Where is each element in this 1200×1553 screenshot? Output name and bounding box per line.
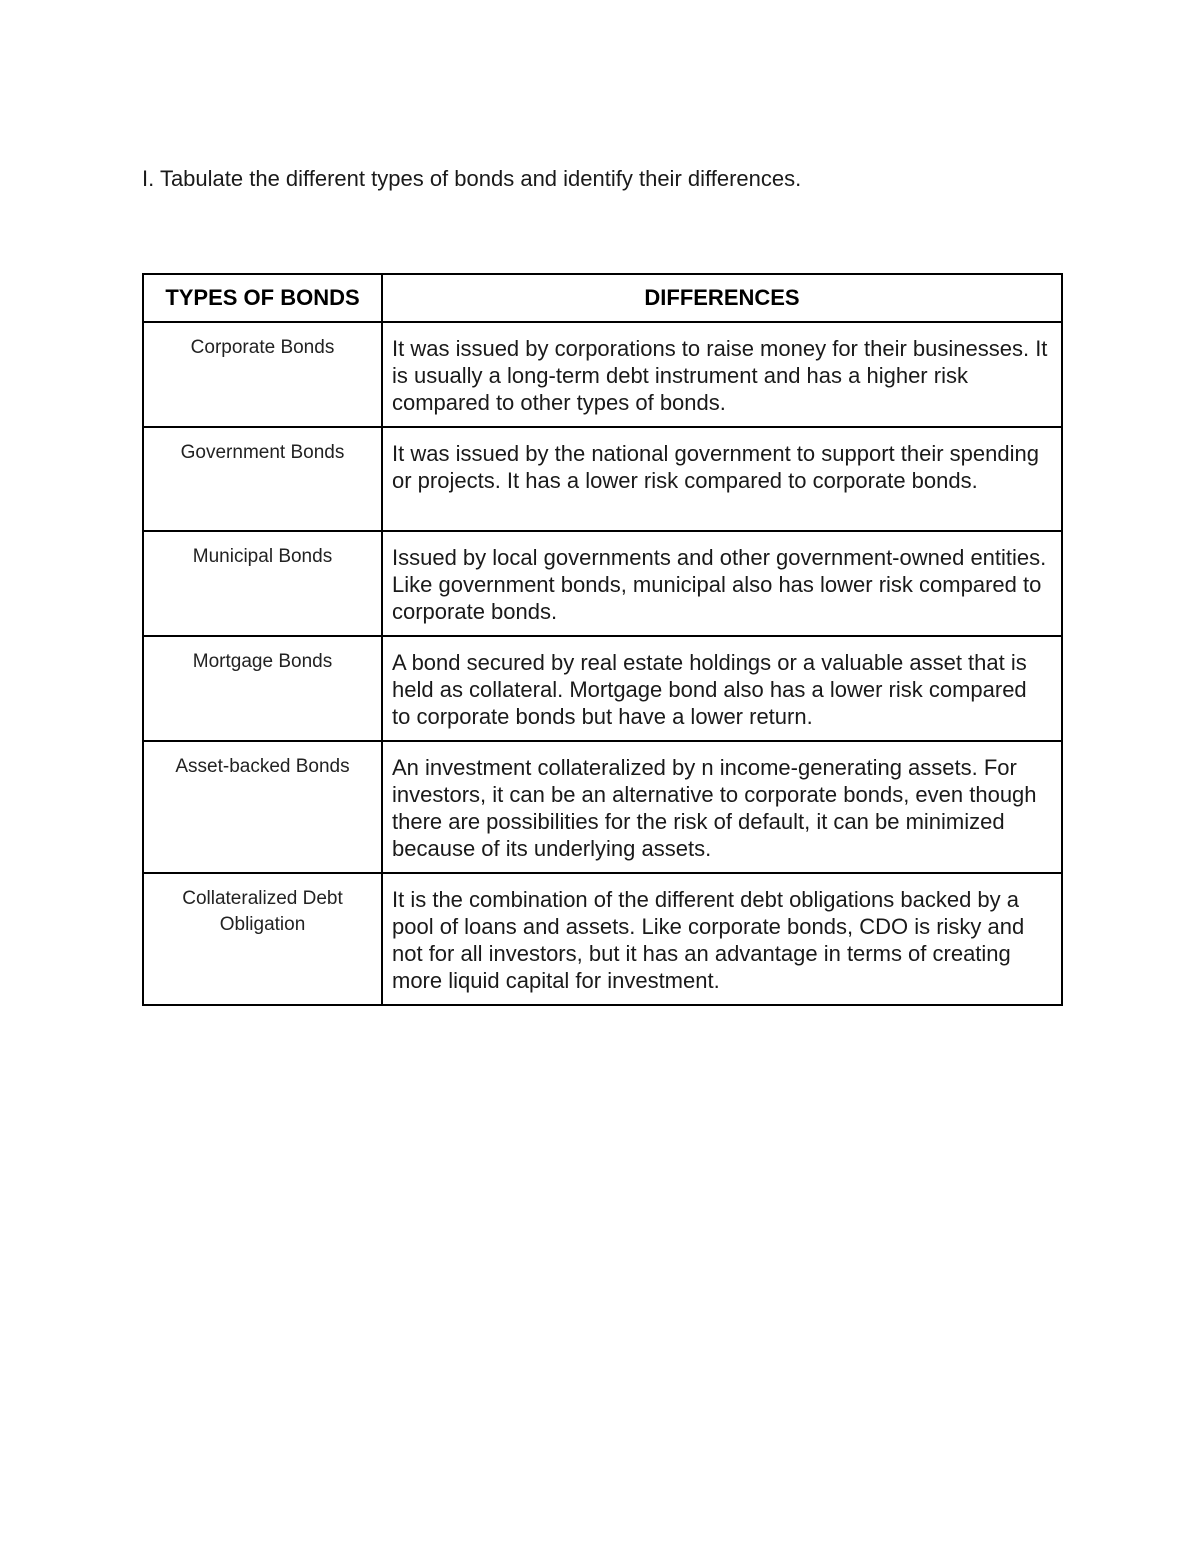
- table-row: [143, 741, 1062, 873]
- header-differences: DIFFERENCES: [382, 274, 1062, 322]
- table-header-row: [143, 274, 1062, 322]
- table-row: [143, 427, 1062, 531]
- instruction-text: I. Tabulate the different types of bonds and identify their differences.: [142, 166, 802, 191]
- table-row: [143, 873, 1062, 1005]
- bond-type-cell: Mortgage Bonds: [143, 636, 382, 741]
- bond-type-cell: Collateralized Debt Obligation: [143, 873, 382, 1005]
- table-row: [143, 636, 1062, 741]
- bond-difference-cell: A bond secured by real estate holdings or a valuable asset that is held as collateral. Mortgage bond also has a lower risk compared to corporate bonds but have a lower return.: [382, 636, 1062, 741]
- bond-type-cell: Asset-backed Bonds: [143, 741, 382, 873]
- bond-type-cell: Municipal Bonds: [143, 531, 382, 636]
- bond-difference-cell: An investment collateralized by n income-generating assets. For investors, it can be an alternative to corporate bonds, even though there are possibilities for the risk of default, it can be minimized because of its underlying assets.: [382, 741, 1062, 873]
- header-types-of-bonds: TYPES OF BONDS: [143, 274, 382, 322]
- bond-difference-cell: It was issued by the national government to support their spending or projects. It has a lower risk compared to corporate bonds.: [382, 427, 1062, 531]
- bond-difference-cell: Issued by local governments and other government-owned entities. Like government bonds, municipal also has lower risk compared to corporate bonds.: [382, 531, 1062, 636]
- table-row: [143, 322, 1062, 427]
- bond-type-cell: Corporate Bonds: [143, 322, 382, 427]
- bond-type-cell: Government Bonds: [143, 427, 382, 531]
- bond-difference-cell: It was issued by corporations to raise money for their businesses. It is usually a long-term debt instrument and has a higher risk compared to other types of bonds.: [382, 322, 1062, 427]
- bond-difference-cell: It is the combination of the different debt obligations backed by a pool of loans and assets. Like corporate bonds, CDO is risky and not for all investors, but it has an advantage in terms of creating more liquid capital for investment.: [382, 873, 1062, 1005]
- table-row: [143, 531, 1062, 636]
- bonds-table: [142, 273, 1063, 1006]
